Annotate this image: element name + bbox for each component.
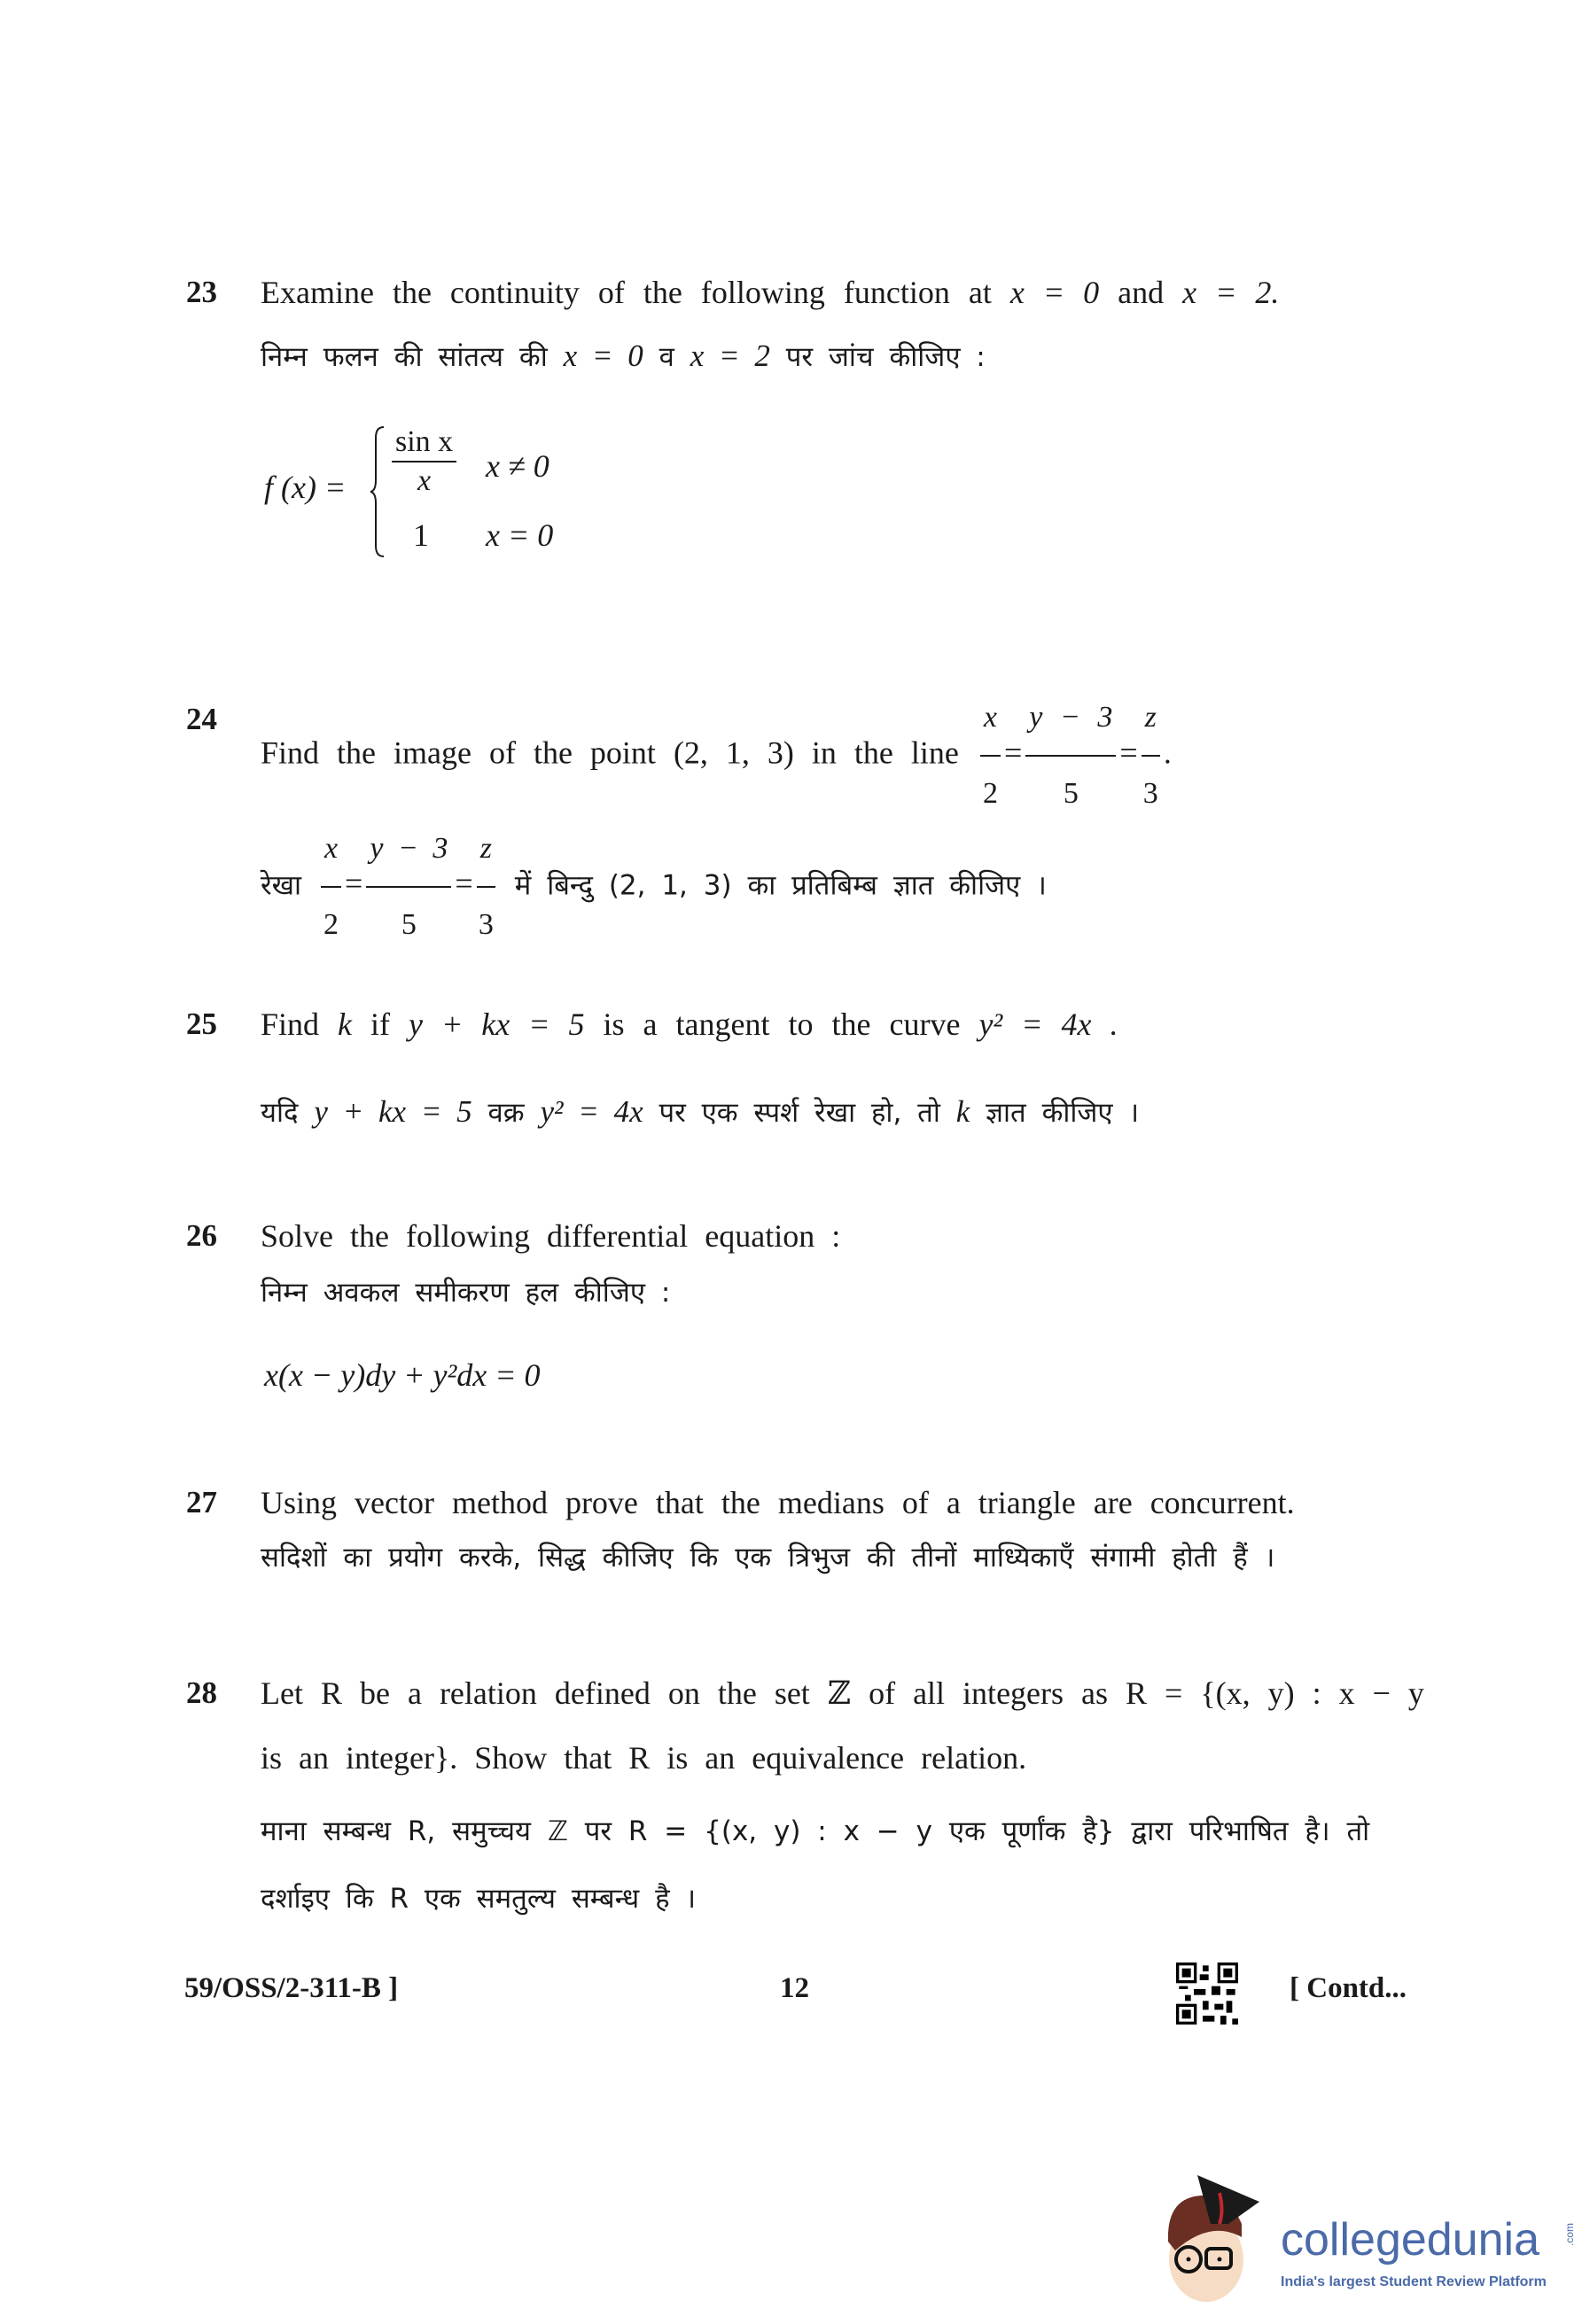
numerator: x bbox=[321, 813, 341, 888]
paper-code: 59/OSS/2-311-B ] bbox=[184, 1972, 399, 2004]
logo-wordmark: collegedunia bbox=[1281, 2214, 1540, 2266]
numerator: x bbox=[980, 682, 1001, 757]
piecewise-function bbox=[264, 425, 619, 567]
question-27-english: Using vector method prove that the medians of a triangle are concurrent. bbox=[261, 1485, 1295, 1520]
differential-equation: x(x − y)dy + y²dx = 0 bbox=[264, 1357, 541, 1393]
period: . bbox=[1163, 735, 1172, 771]
math: y + kx = 5 bbox=[409, 1007, 585, 1042]
question-26-hindi: निम्न अवकल समीकरण हल कीजिए : bbox=[261, 1277, 671, 1309]
question-28-english-line1: Let R be a relation defined on the set ℤ of all integers as R = {(x, y) : x − y bbox=[261, 1675, 1424, 1711]
text: ज्ञात कीजिए । bbox=[986, 1097, 1140, 1129]
qr-code-icon bbox=[1176, 1963, 1238, 2025]
math: x = 0 bbox=[1009, 275, 1100, 310]
text: वक्र bbox=[487, 1097, 525, 1129]
math: k bbox=[338, 1007, 353, 1042]
question-number: 24 bbox=[186, 702, 217, 736]
text: if bbox=[370, 1007, 391, 1042]
collegedunia-logo bbox=[1157, 2162, 1582, 2312]
text: Find the image of the point (2, 1, 3) in the line bbox=[261, 735, 959, 771]
question-23-hindi bbox=[261, 340, 986, 371]
question-number: 26 bbox=[186, 1218, 217, 1253]
equals: = bbox=[455, 866, 473, 902]
text: पर जांच कीजिए : bbox=[785, 341, 986, 373]
denominator: x bbox=[417, 464, 432, 497]
denominator: 2 bbox=[982, 777, 998, 810]
question-number: 25 bbox=[186, 1007, 217, 1041]
question-25-english bbox=[261, 1008, 1118, 1040]
equals: = bbox=[1119, 735, 1138, 771]
continued-label: [ Contd... bbox=[1290, 1972, 1407, 2004]
question-28-english-line2: is an integer}. Show that R is an equivalence relation. bbox=[261, 1740, 1027, 1776]
question-28-hindi-line2: दर्शाइए कि R एक समतुल्य सम्बन्ध है । bbox=[261, 1883, 697, 1915]
math: x = 2 bbox=[690, 338, 770, 373]
student-mascot-icon bbox=[1157, 2171, 1264, 2304]
numerator: z bbox=[1142, 682, 1160, 757]
text: में बिन्दु (2, 1, 3) का प्रतिबिम्ब ज्ञात कीजिए । bbox=[514, 869, 1047, 902]
question-number: 28 bbox=[186, 1675, 217, 1710]
text: and bbox=[1118, 275, 1165, 310]
logo-suffix: .com bbox=[1563, 2222, 1577, 2247]
text: पर एक स्पर्श रेखा हो, तो bbox=[659, 1097, 940, 1129]
question-24-english bbox=[261, 682, 1172, 829]
page-number: 12 bbox=[780, 1972, 809, 2004]
numerator: z bbox=[477, 813, 495, 888]
numerator: sin x bbox=[392, 425, 456, 462]
denominator: 3 bbox=[478, 908, 494, 941]
text: Examine the continuity of the following function at bbox=[261, 275, 992, 310]
condition: x ≠ 0 bbox=[486, 448, 549, 484]
denominator: 2 bbox=[323, 908, 339, 941]
math: x = 2. bbox=[1182, 275, 1280, 310]
math: y² = 4x . bbox=[978, 1007, 1118, 1042]
denominator: 5 bbox=[401, 908, 417, 941]
math: y² = 4x bbox=[540, 1094, 643, 1129]
question-26-english: Solve the following differential equation : bbox=[261, 1218, 841, 1254]
text: Find bbox=[261, 1007, 320, 1042]
fraction bbox=[392, 425, 456, 498]
text: निम्न फलन की सांतत्य की bbox=[261, 341, 548, 373]
text: is a tangent to the curve bbox=[603, 1007, 961, 1042]
question-number: 23 bbox=[186, 275, 217, 309]
text: व bbox=[659, 341, 674, 373]
math: x = 0 bbox=[563, 338, 643, 373]
math: y + kx = 5 bbox=[314, 1094, 472, 1129]
denominator: 5 bbox=[1063, 777, 1079, 810]
function-label: f (x) = bbox=[264, 470, 347, 505]
equals: = bbox=[1003, 735, 1023, 771]
denominator: 3 bbox=[1142, 777, 1158, 810]
question-23-english bbox=[261, 276, 1279, 308]
text: यदि bbox=[261, 1097, 299, 1129]
text: रेखा bbox=[261, 869, 302, 902]
value: 1 bbox=[413, 517, 429, 553]
question-25-hindi bbox=[261, 1096, 1139, 1127]
numerator: y − 3 bbox=[1025, 682, 1116, 757]
condition: x = 0 bbox=[486, 517, 554, 553]
question-28-hindi-line1: माना सम्बन्ध R, समुच्चय ℤ पर R = {(x, y) : x − y एक पूर्णांक है} द्वारा परिभाषित है। तो bbox=[261, 1815, 1370, 1847]
question-number: 27 bbox=[186, 1485, 217, 1520]
brace-icon bbox=[369, 425, 386, 558]
equals: = bbox=[345, 866, 363, 902]
logo-tagline: India's largest Student Review Platform bbox=[1281, 2274, 1547, 2289]
numerator: y − 3 bbox=[366, 813, 451, 888]
question-24-hindi bbox=[261, 813, 1047, 960]
math: k bbox=[955, 1094, 970, 1129]
question-27-hindi: सदिशों का प्रयोग करके, सिद्ध कीजिए कि एक त्रिभुज की तीनों माध्यिकाएँ संगामी होती हैं । bbox=[261, 1542, 1275, 1574]
